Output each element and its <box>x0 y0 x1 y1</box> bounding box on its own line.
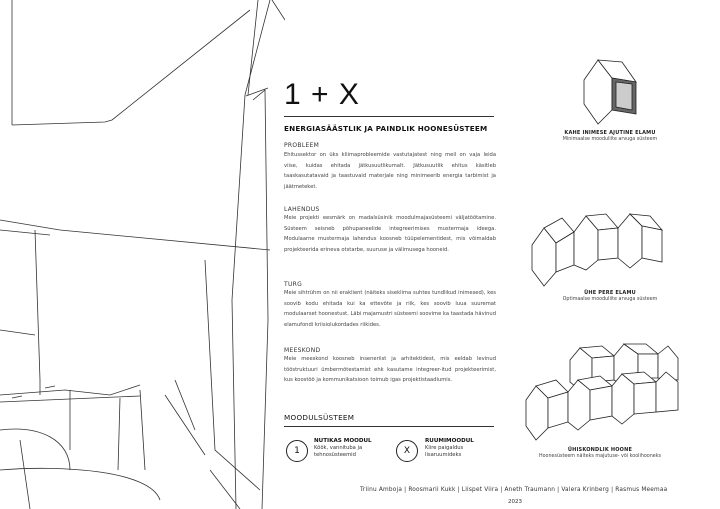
diagram-1-title: KAHE INIMESE AJUTINE ELAMU <box>564 130 656 136</box>
section-text-solution: Meie projekti eesmärk on madalsüsinik moodulmajasüsteemi väljatöötamine. Süsteem seisneb põhupaneelide integreerimises mustermaja ideega. Modulaarne mustermaja lahendus koosneb tüüpelementidest, mis võimaldab projekteerida erineva otstarbe, suuruse ja välimusega hooneid. <box>284 215 496 253</box>
section-text-problem: Ehitussektor on üks kliimaprobleemide vastutajatest ning meil on vaja leida viise, kuidas ehitada jätkusuutlikumalt. Jätkusuutlik ehitus käsitleb taaskasutatavaid ja taastuvaid materjale ning minimeerib energia tarbimist ja jäätmeteket. <box>284 152 496 190</box>
section-heading-team: MEESKOND <box>284 347 321 354</box>
section-text-market: Meie sihtrühm on nii eraklient (näiteks siseklima suhtes tundlikud inimesed), kes soovib kodu ehitada kui ka ettevõte ja riik, kes soovib luua suuremat modulaarset hoonestust. Läbi majamustri süsteemi soovime ka taastada hävinud elamufondi kriisiolukordades riikides. <box>284 290 496 328</box>
diagram-3-title: ÜHISKONDLIK HOONE <box>567 447 633 453</box>
year: 2023 <box>508 499 522 505</box>
diagram-1-caption: Minimaalse mooduliite arvuga süsteem <box>562 137 658 142</box>
module-x-symbol: X <box>396 440 418 462</box>
community-building-diagram <box>522 340 682 445</box>
diagram-2-caption: Optimaalse mooduliite arvuga süsteem <box>562 297 658 302</box>
module-1-desc: Köök, vannituba ja tehnosüsteemid <box>314 445 363 458</box>
authors-line: Triinu Amboja | Roosmarii Kukk | Liispet Viira | Aneth Traumann | Valera Krinberg | Rasmus Meemaa <box>360 487 668 493</box>
two-person-unit-diagram <box>580 52 640 132</box>
section-text-team: Meie meeskond koosneb inseneriist ja arhitektidest, mis eeldab levinud tööstruktuuri ümbermõtestamist ehk kasutame integreer-itud projekteerimist, kus koostöö ja kommunikatsioon toimub igas projektistaadiumis. <box>284 356 496 384</box>
module-1-symbol: 1 <box>286 440 308 462</box>
subtitle: ENERGIASÄÄSTLIK JA PAINDLIK HOONESÜSTEEM <box>284 124 488 133</box>
section-heading-problem: PROBLEEM <box>284 142 320 149</box>
section-heading-solution: LAHENDUS <box>284 206 320 213</box>
title-divider <box>284 116 494 117</box>
interior-sketch <box>0 0 285 509</box>
modules-heading: MOODULSÜSTEEM <box>284 413 355 422</box>
modules-divider <box>284 426 494 427</box>
module-1-name: NUTIKAS MOODUL <box>314 438 372 444</box>
diagram-2-title: ÜHE PERE ELAMU <box>584 290 636 296</box>
page-title: 1 + X <box>284 78 360 111</box>
module-x-desc: Kiire paigaldus lisaruumideks <box>425 445 464 458</box>
module-x-name: RUUMIMOODUL <box>425 438 474 444</box>
section-heading-market: TURG <box>284 281 303 288</box>
family-house-diagram <box>530 210 670 288</box>
diagram-3-caption: Hoonesüsteem näiteks majutuse- või koolihooneks <box>539 454 661 459</box>
